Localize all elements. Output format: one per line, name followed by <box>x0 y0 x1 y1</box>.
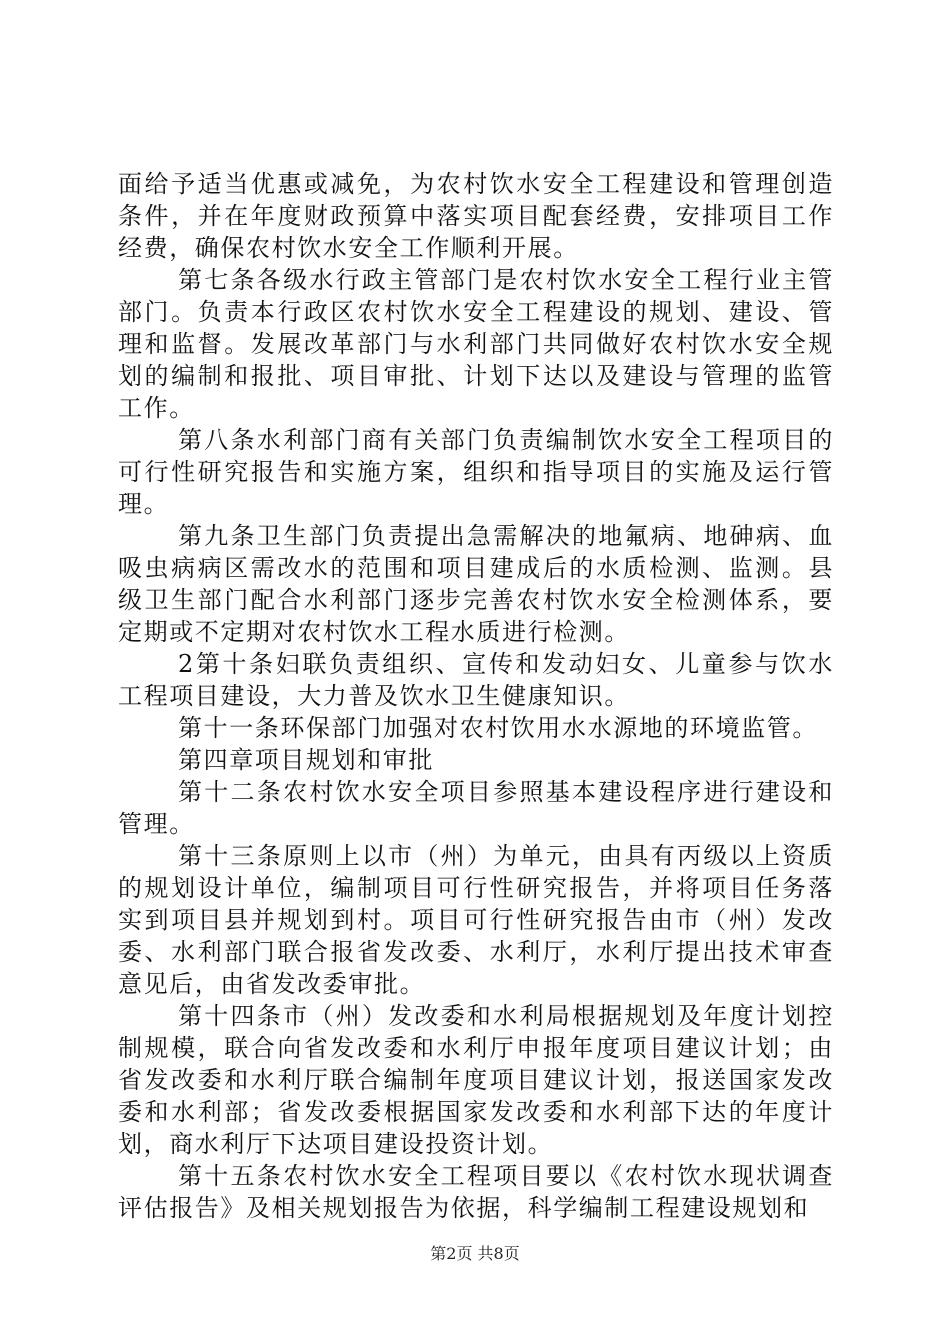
paragraph-article-9: 第九条卫生部门负责提出急需解决的地氟病、地砷病、血吸虫病病区需改水的范围和项目建成后的水质检测、监测。县级卫生部门配合水利部门逐步完善农村饮水安全检测体系，要定期或不定期对农村饮水工程水质进行检测。 <box>118 522 834 646</box>
paragraph-article-14: 第十四条市（州）发改委和水利局根据规划及年度计划控制规模，联合向省发改委和水利厅申报年度项目建议计划；由省发改委和水利厅联合编制年度项目建议计划，报送国家发改委和水利部；省发改委根据国家发改委和水利部下达的年度计划，商水利厅下达项目建设投资计划。 <box>118 1002 834 1158</box>
page-number-footer: 第2页 共8页 <box>430 1244 520 1263</box>
paragraph-article-8: 第八条水利部门商有关部门负责编制饮水安全工程项目的可行性研究报告和实施方案，组织和指导项目的实施及运行管理。 <box>118 426 834 518</box>
paragraph-article-10: 2第十条妇联负责组织、宣传和发动妇女、儿童参与饮水工程项目建设，大力普及饮水卫生健康知识。 <box>118 650 834 710</box>
paragraph-article-11: 第十一条环保部门加强对农村饮用水水源地的环境监管。 <box>178 714 818 742</box>
paragraph-1: 面给予适当优惠或减免，为农村饮水安全工程建设和管理创造条件，并在年度财政预算中落实项目配套经费，安排项目工作经费，确保农村饮水安全工作顺利开展。 <box>118 170 834 262</box>
document-body <box>118 168 834 1224</box>
paragraph-article-15: 第十五条农村饮水安全工程项目要以《农村饮水现状调查评估报告》及相关规划报告为依据，科学编制工程建设规划和 <box>118 1162 834 1222</box>
paragraph-article-7: 第七条各级水行政主管部门是农村饮水安全工程行业主管部门。负责本行政区农村饮水安全工程建设的规划、建设、管理和监督。发展改革部门与水利部门共同做好农村饮水安全规划的编制和报批、项目审批、计划下达以及建设与管理的监管工作。 <box>118 266 834 422</box>
paragraph-article-12: 第十二条农村饮水安全项目参照基本建设程序进行建设和管理。 <box>118 778 834 838</box>
chapter-4-heading: 第四章项目规划和审批 <box>178 746 434 774</box>
paragraph-article-13: 第十三条原则上以市（州）为单元，由具有丙级以上资质的规划设计单位，编制项目可行性研究报告，并将项目任务落实到项目县并规划到村。项目可行性研究报告由市（州）发改委、水利部门联合报省发改委、水利厅，水利厅提出技术审查意见后，由省发改委审批。 <box>118 842 834 998</box>
